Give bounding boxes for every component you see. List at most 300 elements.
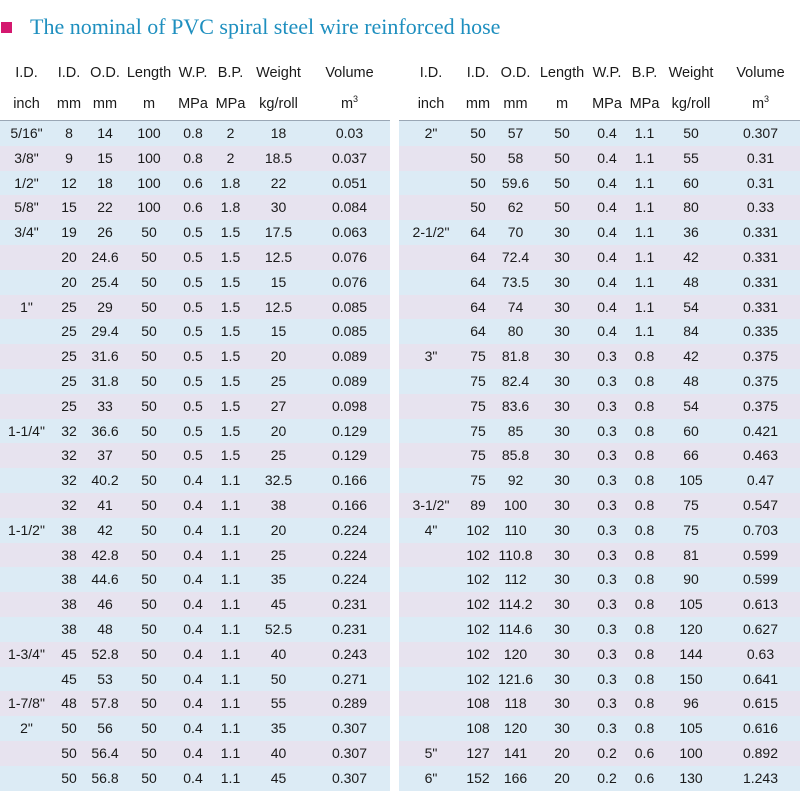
table-cell: 102 [463,592,493,617]
table-cell: 54 [661,295,721,320]
table-cell: 0.5 [173,419,213,444]
table-cell: 130 [661,766,721,791]
unit-text: mm [56,96,82,112]
table-cell [399,146,463,171]
table-cell: 30 [538,567,586,592]
table-row [0,691,390,716]
table-cell: 0.4 [586,295,628,320]
table-cell: 50 [463,146,493,171]
table-cell: 0.331 [721,245,800,270]
table-cell: 2" [399,121,463,146]
table-cell: 114.6 [493,617,538,642]
table-cell: 0.3 [586,667,628,692]
table-cell [399,716,463,741]
table-cell: 30 [538,468,586,493]
table-cell: 81.8 [493,344,538,369]
table-cell: 0.037 [309,146,390,171]
table-cell: 0.224 [309,567,390,592]
table-cell: 1.243 [721,766,800,791]
table-cell: 0.4 [586,121,628,146]
table-cell [0,468,53,493]
table-cell: 18 [248,121,309,146]
table-cell: 38 [53,543,85,568]
table-cell: 105 [661,592,721,617]
table-cell: 36.6 [85,419,125,444]
table-cell [399,419,463,444]
table-cell: 0.4 [173,716,213,741]
table-cell: 0.8 [628,617,661,642]
table-cell: 0.599 [721,543,800,568]
table-cell: 0.5 [173,319,213,344]
unit-exponent: 3 [353,94,359,105]
table-cell [399,171,463,196]
table-cell: 0.4 [586,319,628,344]
table-cell [399,567,463,592]
table-cell: 29.4 [85,319,125,344]
table-cell: 22 [85,195,125,220]
column-header: I.D. [57,65,81,81]
table-cell: 0.615 [721,691,800,716]
table-cell: 1.5 [213,394,248,419]
table-cell: 110 [493,518,538,543]
table-cell: 1.1 [213,592,248,617]
table-cell: 0.307 [309,766,390,791]
table-cell: 30 [538,716,586,741]
table-cell: 15 [53,195,85,220]
table-cell: 64 [463,220,493,245]
table-cell: 32 [53,443,85,468]
table-cell: 152 [463,766,493,791]
table-cell [399,270,463,295]
table-cell: 0.5 [173,295,213,320]
table-cell: 0.8 [628,691,661,716]
table-cell: 50 [125,319,173,344]
table-cell [399,691,463,716]
table-cell: 30 [538,518,586,543]
table-cell: 2-1/2" [399,220,463,245]
table-cell: 15 [85,146,125,171]
table-cell: 0.4 [173,543,213,568]
table-cell: 0.599 [721,567,800,592]
table-cell: 1.1 [628,146,661,171]
table-cell: 66 [661,443,721,468]
table-row [399,617,800,642]
table-row [0,716,390,741]
table-row [399,195,800,220]
table-cell: 40 [248,642,309,667]
table-cell: 0.4 [173,642,213,667]
table-row [399,295,800,320]
title-bar [0,10,500,44]
column-header: W.P. [592,65,622,81]
table-cell: 75 [463,344,493,369]
table-cell: 100 [125,146,173,171]
table-cell: 84 [661,319,721,344]
table-cell: 62 [493,195,538,220]
table-cell [0,369,53,394]
spec-table-right [399,58,800,791]
table-cell: 0.4 [173,667,213,692]
table-cell: 5" [399,741,463,766]
table-cell: 38 [53,567,85,592]
table-cell [399,617,463,642]
table-cell: 38 [53,518,85,543]
unit-text: m [751,96,765,112]
table-cell: 50 [463,195,493,220]
table-cell: 50 [125,716,173,741]
column-header: Length [126,65,172,81]
table-row [399,592,800,617]
table-body [0,121,390,791]
table-cell: 50 [125,493,173,518]
table-cell: 0.375 [721,369,800,394]
table-cell: 9 [53,146,85,171]
table-cell: 50 [125,220,173,245]
table-cell: 0.289 [309,691,390,716]
table-cell: 0.5 [173,270,213,295]
table-cell: 50 [125,691,173,716]
table-cell: 90 [661,567,721,592]
table-cell: 48 [85,617,125,642]
table-cell: 18.5 [248,146,309,171]
table-cell: 50 [125,667,173,692]
table-cell: 1.1 [628,121,661,146]
column-header: I.D. [15,65,38,81]
table-cell: 50 [248,667,309,692]
table-cell: 32 [53,468,85,493]
table-cell: 75 [661,518,721,543]
table-cell: 0.307 [721,121,800,146]
table-cell: 100 [125,195,173,220]
table-cell: 0.5 [173,344,213,369]
table-cell: 0.335 [721,319,800,344]
column-unit [586,89,628,121]
table-cell: 18 [85,171,125,196]
table-cell: 1.1 [213,667,248,692]
table-cell [0,270,53,295]
table-cell: 121.6 [493,667,538,692]
table-cell: 102 [463,518,493,543]
table-row [399,691,800,716]
table-cell: 0.4 [173,592,213,617]
page-title: The nominal of PVC spiral steel wire reinforced hose [30,14,501,39]
table-cell [399,394,463,419]
table-row [0,592,390,617]
table-row [399,741,800,766]
table-cell: 30 [538,493,586,518]
table-cell: 0.3 [586,369,628,394]
table-cell: 0.4 [586,270,628,295]
table-cell: 0.084 [309,195,390,220]
table-row [0,493,390,518]
table-cell: 40 [248,741,309,766]
table-cell: 0.166 [309,493,390,518]
table-cell: 30 [538,543,586,568]
table-cell: 120 [493,716,538,741]
table-cell: 50 [538,146,586,171]
table-cell: 20 [538,741,586,766]
table-cell [399,369,463,394]
table-cell: 0.089 [309,369,390,394]
table-cell: 0.463 [721,443,800,468]
table-cell: 48 [661,369,721,394]
table-cell: 0.375 [721,344,800,369]
table-row [0,195,390,220]
table-cell: 0.6 [628,766,661,791]
column-header: Length [539,65,585,81]
table-cell: 20 [53,245,85,270]
table-cell: 17.5 [248,220,309,245]
table-cell: 0.8 [628,443,661,468]
unit-text: mm [503,96,528,112]
table-cell: 25 [53,295,85,320]
unit-text: inch [13,96,40,112]
table-cell: 0.4 [173,766,213,791]
table-cell: 0.33 [721,195,800,220]
table-row [0,617,390,642]
table-cell: 0.307 [309,741,390,766]
column-header: B.P. [631,65,658,81]
column-unit [213,89,248,121]
table-body [399,121,800,791]
table-cell: 40.2 [85,468,125,493]
table-cell: 30 [538,691,586,716]
table-cell: 24.6 [85,245,125,270]
table-cell: 0.089 [309,344,390,369]
unit-text: mm [465,96,491,112]
table-cell [399,543,463,568]
table-cell: 0.331 [721,220,800,245]
column-header: Weight [668,65,714,81]
table-cell: 50 [538,171,586,196]
table-cell: 0.8 [628,394,661,419]
table-row [0,121,390,146]
table-cell: 1.1 [628,245,661,270]
table-cell [399,592,463,617]
column-header: O.D. [500,65,531,81]
table-cell: 27 [248,394,309,419]
table-cell: 50 [125,270,173,295]
column-unit [0,89,53,121]
table-row [0,766,390,791]
table-cell: 0.3 [586,592,628,617]
table-row [399,443,800,468]
table-cell: 53 [85,667,125,692]
table-cell: 0.4 [173,617,213,642]
table-cell: 0.4 [173,518,213,543]
table-cell: 72.4 [493,245,538,270]
table-cell: 110.8 [493,543,538,568]
spec-table-left [0,58,390,791]
table-cell: 31.6 [85,344,125,369]
table-cell: 118 [493,691,538,716]
table-cell: 0.627 [721,617,800,642]
table-cell: 0.641 [721,667,800,692]
table-cell: 0.129 [309,419,390,444]
column-header: I.D. [466,65,490,81]
table-cell: 85 [493,419,538,444]
table-row [399,171,800,196]
table-cell: 42 [85,518,125,543]
table-cell [0,493,53,518]
table-cell: 20 [248,344,309,369]
column-header: Volume [325,65,374,81]
table-row [399,319,800,344]
table-cell: 0.3 [586,716,628,741]
table-cell: 44.6 [85,567,125,592]
table-cell: 50 [125,617,173,642]
table-cell: 1.8 [213,171,248,196]
table-row [399,642,800,667]
table-cell: 36 [661,220,721,245]
table-cell: 50 [125,344,173,369]
table-cell: 42 [661,245,721,270]
table-cell: 30 [538,344,586,369]
table-cell: 74 [493,295,538,320]
table-cell: 0.3 [586,468,628,493]
table-cell: 1.5 [213,245,248,270]
table-cell: 50 [125,518,173,543]
table-cell: 25 [53,319,85,344]
table-row [0,419,390,444]
table-row [0,295,390,320]
table-cell: 30 [538,394,586,419]
table-cell: 45 [53,642,85,667]
table-row [399,493,800,518]
unit-text: m [142,96,156,112]
table-cell [399,642,463,667]
table-cell: 50 [125,592,173,617]
column-unit [399,89,463,121]
table-cell: 3-1/2" [399,493,463,518]
table-cell: 20 [53,270,85,295]
table-cell: 0.224 [309,518,390,543]
table-cell: 0.3 [586,642,628,667]
table-cell: 30 [538,245,586,270]
table-cell: 56.8 [85,766,125,791]
table-cell: 1" [0,295,53,320]
table-cell: 0.3 [586,394,628,419]
table-cell: 81 [661,543,721,568]
table-cell: 0.8 [628,667,661,692]
table-cell: 0.4 [586,245,628,270]
table-cell: 42 [661,344,721,369]
table-cell: 0.231 [309,617,390,642]
table-cell: 38 [248,493,309,518]
table-cell: 31.8 [85,369,125,394]
table-cell: 58 [493,146,538,171]
table-row [399,567,800,592]
table-header [0,58,390,121]
unit-text: m [555,96,569,112]
unit-text: kg/roll [671,96,711,112]
unit-text: MPa [592,96,622,112]
table-cell: 1.1 [213,716,248,741]
table-cell: 50 [125,567,173,592]
table-row [399,121,800,146]
table-cell: 75 [463,394,493,419]
table-cell: 0.8 [628,518,661,543]
table-cell: 0.8 [628,567,661,592]
table-cell: 0.547 [721,493,800,518]
table-cell: 0.3 [586,443,628,468]
table-cell: 12 [53,171,85,196]
table-cell: 73.5 [493,270,538,295]
table-cell: 50 [53,766,85,791]
table-cell: 8 [53,121,85,146]
table-cell: 50 [53,741,85,766]
table-cell: 0.271 [309,667,390,692]
table-cell: 42.8 [85,543,125,568]
table-cell: 1.1 [213,468,248,493]
table-cell: 166 [493,766,538,791]
table-cell: 50 [125,642,173,667]
table-cell: 50 [538,121,586,146]
table-row [0,270,390,295]
table-cell: 30 [538,295,586,320]
column-unit [85,89,125,121]
table-cell: 1.1 [628,270,661,295]
column-unit [248,89,309,121]
table-row [0,468,390,493]
table-cell [0,617,53,642]
column-unit [309,89,390,121]
table-cell [0,741,53,766]
table-cell: 15 [248,270,309,295]
table-cell: 1.1 [628,220,661,245]
table-cell: 0.8 [628,543,661,568]
table-cell: 26 [85,220,125,245]
table-cell: 0.8 [628,642,661,667]
table-cell: 1.1 [213,567,248,592]
table-cell: 0.63 [721,642,800,667]
table-cell: 96 [661,691,721,716]
table-cell: 1.5 [213,270,248,295]
table-cell: 102 [463,567,493,592]
table-row [0,741,390,766]
table-row [399,369,800,394]
column-unit [721,89,800,121]
table-cell: 20 [538,766,586,791]
table-cell: 30 [538,220,586,245]
table-cell: 114.2 [493,592,538,617]
table-row [0,543,390,568]
table-cell: 46 [85,592,125,617]
table-cell: 0.166 [309,468,390,493]
table-cell: 25 [248,443,309,468]
table-row [0,642,390,667]
table-cell: 25 [53,369,85,394]
table-cell: 80 [493,319,538,344]
table-cell: 38 [53,617,85,642]
table-cell: 59.6 [493,171,538,196]
table-cell: 102 [463,543,493,568]
table-cell: 0.5 [173,369,213,394]
table-cell: 54 [661,394,721,419]
table-cell [0,567,53,592]
table-cell: 75 [661,493,721,518]
table-cell: 0.5 [173,245,213,270]
table-cell: 56.4 [85,741,125,766]
table-cell: 30 [538,443,586,468]
table-cell [399,295,463,320]
table-cell: 0.3 [586,691,628,716]
table-cell: 55 [661,146,721,171]
table-cell: 0.613 [721,592,800,617]
table-cell: 57.8 [85,691,125,716]
table-row [0,667,390,692]
table-cell: 75 [463,468,493,493]
